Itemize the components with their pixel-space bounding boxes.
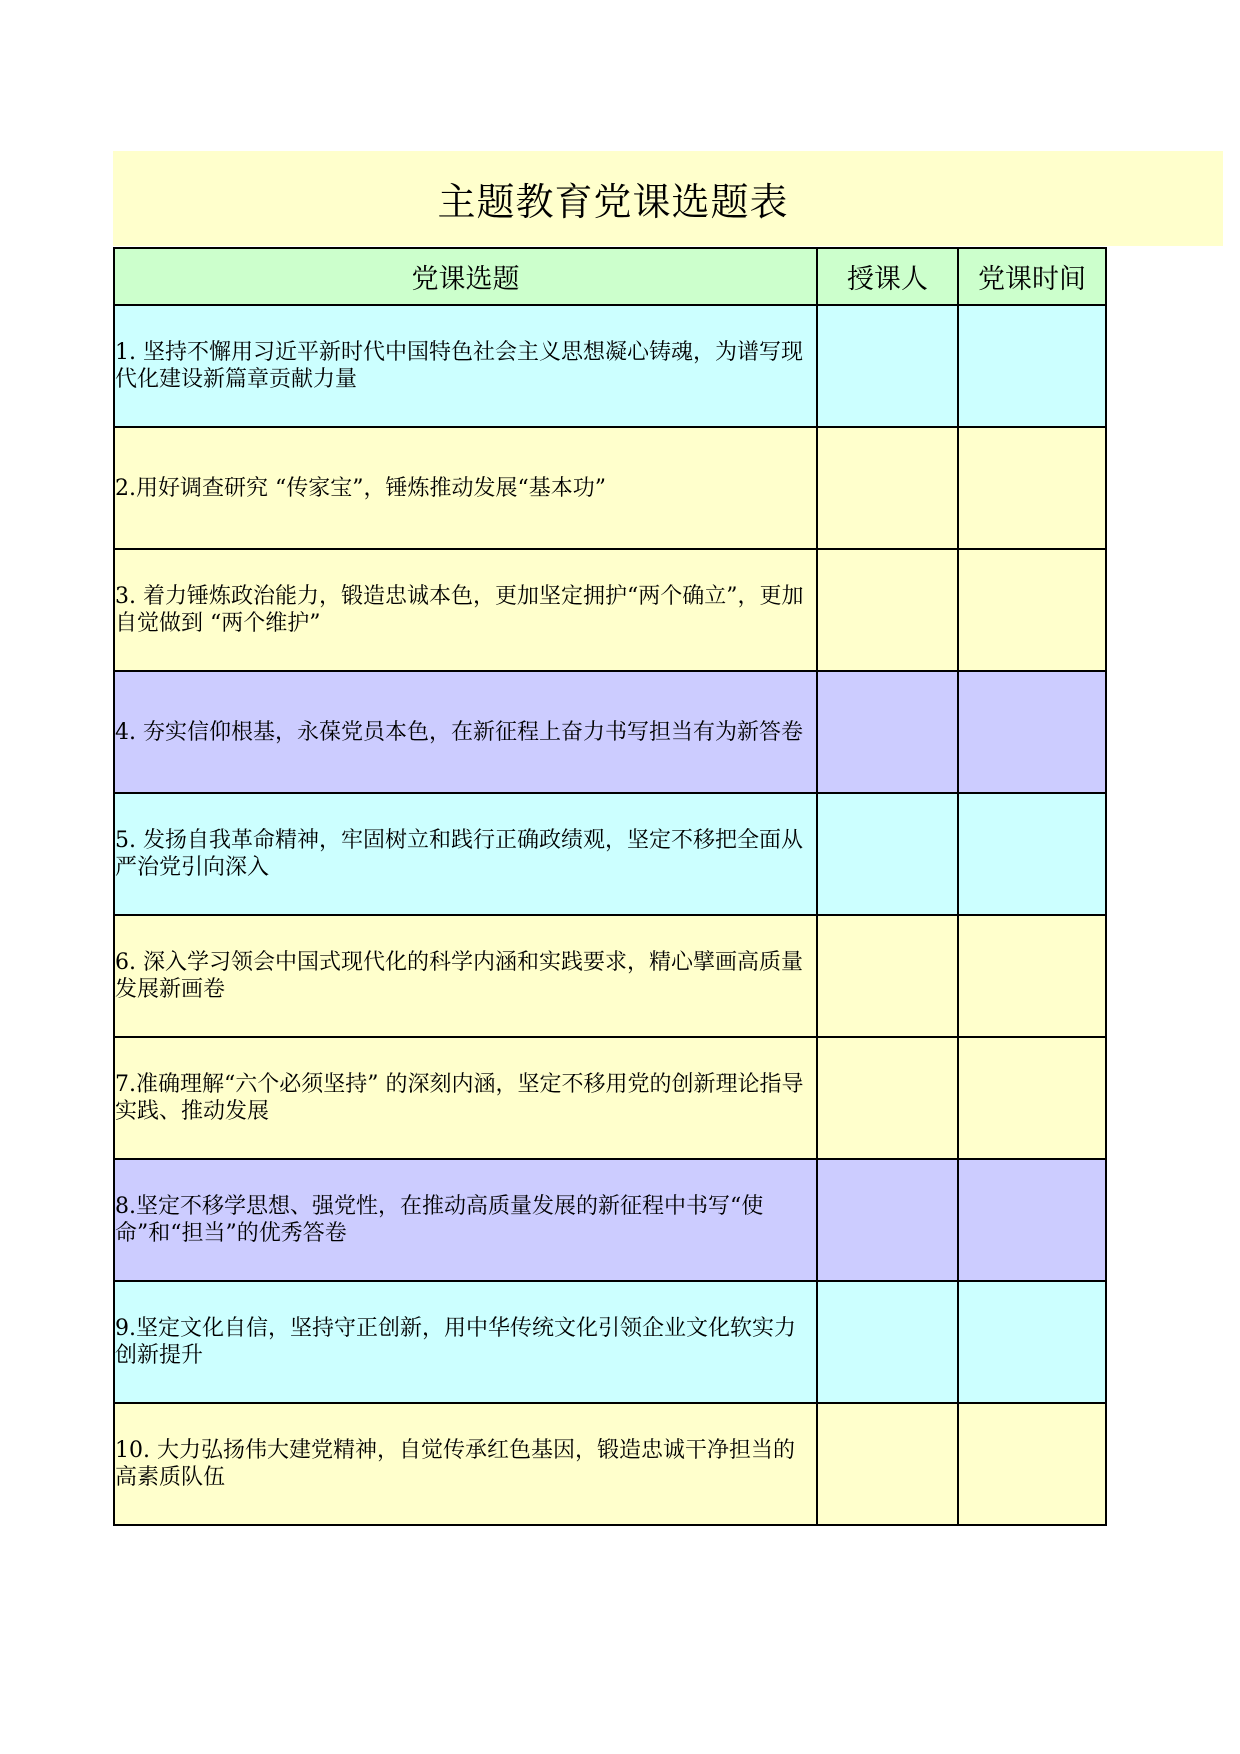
time-cell[interactable] bbox=[958, 305, 1106, 427]
table-row bbox=[114, 671, 1106, 793]
table-row bbox=[114, 915, 1106, 1037]
table-row bbox=[114, 1403, 1106, 1525]
table-body bbox=[114, 305, 1106, 1525]
title-band bbox=[113, 151, 1223, 246]
table-row bbox=[114, 1037, 1106, 1159]
topic-cell: 6. 深入学习领会中国式现代化的科学内涵和实践要求，精心擘画高质量发展新画卷 bbox=[114, 915, 817, 1037]
table-header-row bbox=[114, 248, 1106, 305]
lecturer-cell[interactable] bbox=[817, 1403, 958, 1525]
topic-cell: 5. 发扬自我革命精神，牢固树立和践行正确政绩观，坚定不移把全面从严治党引向深入 bbox=[114, 793, 817, 915]
topic-cell: 3. 着力锤炼政治能力，锻造忠诚本色，更加坚定拥护“两个确立”，更加自觉做到 “两个维护” bbox=[114, 549, 817, 671]
time-cell[interactable] bbox=[958, 793, 1106, 915]
lecturer-cell[interactable] bbox=[817, 793, 958, 915]
time-cell[interactable] bbox=[958, 1403, 1106, 1525]
topic-cell: 2.用好调查研究 “传家宝”，锤炼推动发展“基本功” bbox=[114, 427, 817, 549]
lecturer-cell[interactable] bbox=[817, 1037, 958, 1159]
table-row bbox=[114, 427, 1106, 549]
time-cell[interactable] bbox=[958, 1159, 1106, 1281]
lecturer-cell[interactable] bbox=[817, 915, 958, 1037]
topic-cell: 9.坚定文化自信，坚持守正创新，用中华传统文化引领企业文化软实力创新提升 bbox=[114, 1281, 817, 1403]
time-cell[interactable] bbox=[958, 1037, 1106, 1159]
table-row bbox=[114, 1159, 1106, 1281]
lecturer-cell[interactable] bbox=[817, 1159, 958, 1281]
lecturer-cell[interactable] bbox=[817, 1281, 958, 1403]
header-lecturer: 授课人 bbox=[817, 248, 958, 305]
topic-cell: 10. 大力弘扬伟大建党精神，自觉传承红色基因，锻造忠诚干净担当的高素质队伍 bbox=[114, 1403, 817, 1525]
topic-cell: 1. 坚持不懈用习近平新时代中国特色社会主义思想凝心铸魂，为谱写现代化建设新篇章贡献力量 bbox=[114, 305, 817, 427]
page-title: 主题教育党课选题表 bbox=[437, 180, 789, 224]
time-cell[interactable] bbox=[958, 549, 1106, 671]
lecturer-cell[interactable] bbox=[817, 549, 958, 671]
time-cell[interactable] bbox=[958, 671, 1106, 793]
topic-cell: 4. 夯实信仰根基，永葆党员本色，在新征程上奋力书写担当有为新答卷 bbox=[114, 671, 817, 793]
table-row bbox=[114, 793, 1106, 915]
time-cell[interactable] bbox=[958, 915, 1106, 1037]
lecturer-cell[interactable] bbox=[817, 305, 958, 427]
time-cell[interactable] bbox=[958, 427, 1106, 549]
table-row bbox=[114, 549, 1106, 671]
table-row bbox=[114, 1281, 1106, 1403]
time-cell[interactable] bbox=[958, 1281, 1106, 1403]
topic-table bbox=[113, 247, 1107, 1526]
header-time: 党课时间 bbox=[958, 248, 1106, 305]
header-topic: 党课选题 bbox=[114, 248, 817, 305]
lecturer-cell[interactable] bbox=[817, 671, 958, 793]
topic-cell: 8.坚定不移学思想、强党性，在推动高质量发展的新征程中书写“使命”和“担当”的优秀答卷 bbox=[114, 1159, 817, 1281]
topic-cell: 7.准确理解“六个必须坚持” 的深刻内涵，坚定不移用党的创新理论指导实践、推动发展 bbox=[114, 1037, 817, 1159]
table-row bbox=[114, 305, 1106, 427]
lecturer-cell[interactable] bbox=[817, 427, 958, 549]
